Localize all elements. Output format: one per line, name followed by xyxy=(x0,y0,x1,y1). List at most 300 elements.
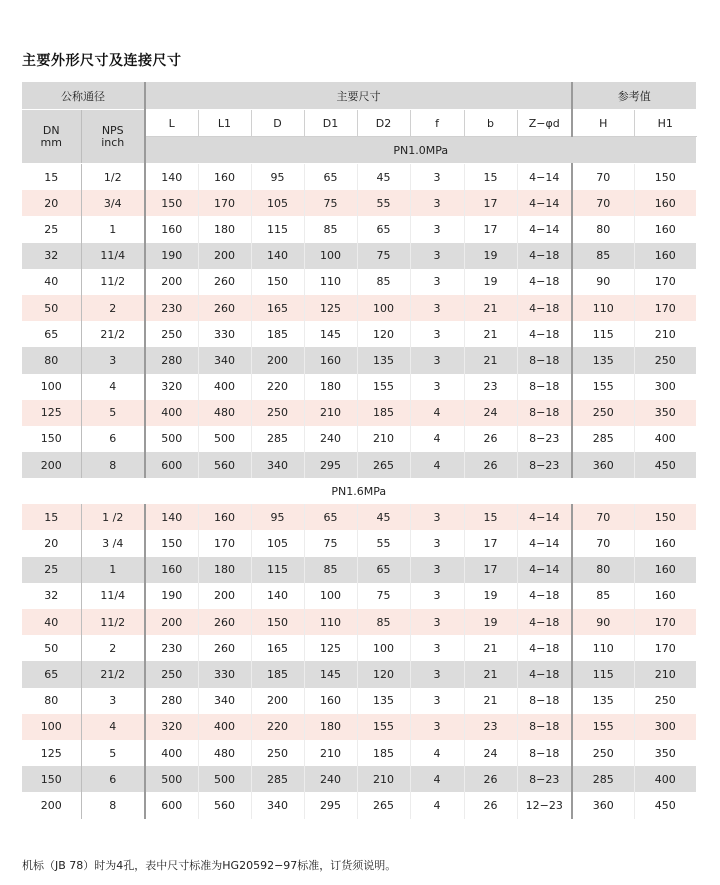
table-cell: 500 xyxy=(198,766,251,792)
table-cell: 110 xyxy=(304,609,357,635)
table-cell: 250 xyxy=(572,740,634,766)
table-row xyxy=(22,295,696,321)
table-cell: 600 xyxy=(145,452,198,478)
table-cell: 160 xyxy=(634,583,696,609)
table-cell: 3 xyxy=(410,635,464,661)
table-cell: 26 xyxy=(464,426,517,452)
table-cell: 20 xyxy=(22,530,81,556)
table-cell: 200 xyxy=(198,243,251,269)
header-col-d1: D1 xyxy=(304,110,357,137)
table-cell: 140 xyxy=(145,164,198,191)
table-cell: 75 xyxy=(357,243,410,269)
table-cell: 330 xyxy=(198,661,251,687)
table-cell: 400 xyxy=(145,400,198,426)
table-cell: 160 xyxy=(634,190,696,216)
table-cell: 21 xyxy=(464,347,517,373)
table-cell: 3 xyxy=(410,688,464,714)
table-cell: 3 xyxy=(410,374,464,400)
header-col-f: f xyxy=(410,110,464,137)
table-cell: 230 xyxy=(145,295,198,321)
table-cell: 160 xyxy=(304,347,357,373)
table-cell: 285 xyxy=(251,426,304,452)
table-cell: 4−14 xyxy=(517,504,572,530)
table-cell: 26 xyxy=(464,792,517,818)
table-cell: 170 xyxy=(198,530,251,556)
header-dn: DN mm xyxy=(22,110,81,164)
table-cell: 4−18 xyxy=(517,583,572,609)
table-cell: 4−18 xyxy=(517,295,572,321)
pressure-label-pn10: PN1.0MPa xyxy=(145,137,696,164)
table-cell: 210 xyxy=(634,661,696,687)
table-cell: 40 xyxy=(22,609,81,635)
table-cell: 285 xyxy=(251,766,304,792)
header-col-z-phi-d: Z−φd xyxy=(517,110,572,137)
table-cell: 115 xyxy=(572,321,634,347)
table-cell: 4 xyxy=(410,792,464,818)
table-cell: 200 xyxy=(22,792,81,818)
table-cell: 1 xyxy=(81,557,145,583)
table-cell: 26 xyxy=(464,766,517,792)
table-cell: 250 xyxy=(634,688,696,714)
table-cell: 45 xyxy=(357,164,410,191)
table-cell: 21 xyxy=(464,688,517,714)
table-cell: 450 xyxy=(634,452,696,478)
table-cell: 25 xyxy=(22,216,81,242)
table-cell: 80 xyxy=(572,216,634,242)
table-cell: 265 xyxy=(357,792,410,818)
table-cell: 65 xyxy=(357,216,410,242)
table-cell: 4−14 xyxy=(517,216,572,242)
table-cell: 15 xyxy=(22,504,81,530)
header-col-l1: L1 xyxy=(198,110,251,137)
header-col-d: D xyxy=(251,110,304,137)
table-cell: 340 xyxy=(251,792,304,818)
table-row xyxy=(22,766,696,792)
table-cell: 200 xyxy=(145,269,198,295)
table-cell: 8−18 xyxy=(517,374,572,400)
table-row xyxy=(22,374,696,400)
table-cell: 200 xyxy=(198,583,251,609)
table-cell: 70 xyxy=(572,504,634,530)
table-cell: 400 xyxy=(145,740,198,766)
table-cell: 600 xyxy=(145,792,198,818)
table-cell: 160 xyxy=(198,164,251,191)
table-cell: 75 xyxy=(357,583,410,609)
table-cell: 160 xyxy=(634,530,696,556)
table-cell: 2 xyxy=(81,295,145,321)
table-cell: 160 xyxy=(145,557,198,583)
table-cell: 3 xyxy=(410,714,464,740)
table-cell: 4 xyxy=(81,714,145,740)
table-cell: 400 xyxy=(198,714,251,740)
table-cell: 4−18 xyxy=(517,321,572,347)
table-cell: 8−18 xyxy=(517,400,572,426)
header-col-b: b xyxy=(464,110,517,137)
table-cell: 8 xyxy=(81,792,145,818)
table-cell: 120 xyxy=(357,661,410,687)
footnote: 机标（JB 78）时为4孔，表中尺寸标准为HG20592−97标准，订货须说明。 xyxy=(22,859,397,872)
table-cell: 165 xyxy=(251,295,304,321)
table-cell: 125 xyxy=(22,400,81,426)
header-main-dimensions: 主要尺寸 xyxy=(145,82,572,110)
table-row xyxy=(22,583,696,609)
table-cell: 17 xyxy=(464,190,517,216)
table-cell: 3 xyxy=(410,190,464,216)
table-cell: 560 xyxy=(198,452,251,478)
table-cell: 160 xyxy=(634,243,696,269)
table-cell: 26 xyxy=(464,452,517,478)
table-cell: 4−18 xyxy=(517,243,572,269)
table-cell: 85 xyxy=(304,557,357,583)
table-cell: 95 xyxy=(251,504,304,530)
table-cell: 23 xyxy=(464,374,517,400)
table-cell: 155 xyxy=(572,374,634,400)
table-cell: 280 xyxy=(145,347,198,373)
table-cell: 6 xyxy=(81,426,145,452)
table-cell: 320 xyxy=(145,374,198,400)
table-cell: 210 xyxy=(304,400,357,426)
table-cell: 480 xyxy=(198,740,251,766)
table-cell: 3 xyxy=(410,295,464,321)
table-cell: 3 xyxy=(410,347,464,373)
table-cell: 250 xyxy=(572,400,634,426)
table-cell: 8−18 xyxy=(517,688,572,714)
table-row xyxy=(22,164,696,191)
table-cell: 340 xyxy=(198,688,251,714)
table-row xyxy=(22,269,696,295)
table-cell: 260 xyxy=(198,635,251,661)
table-cell: 3/4 xyxy=(81,190,145,216)
table-cell: 350 xyxy=(634,400,696,426)
table-cell: 150 xyxy=(634,164,696,191)
table-cell: 265 xyxy=(357,452,410,478)
table-cell: 135 xyxy=(357,688,410,714)
table-cell: 65 xyxy=(357,557,410,583)
table-cell: 3 xyxy=(410,321,464,347)
header-nominal-diameter: 公称通径 xyxy=(22,82,145,110)
table-cell: 17 xyxy=(464,530,517,556)
table-cell: 260 xyxy=(198,295,251,321)
table-cell: 3 /4 xyxy=(81,530,145,556)
table-cell: 15 xyxy=(22,164,81,191)
table-cell: 190 xyxy=(145,243,198,269)
header-col-h1: H1 xyxy=(634,110,696,137)
table-cell: 1/2 xyxy=(81,164,145,191)
header-reference-values: 参考值 xyxy=(572,82,696,110)
table-cell: 185 xyxy=(251,661,304,687)
table-cell: 4−18 xyxy=(517,635,572,661)
table-cell: 400 xyxy=(198,374,251,400)
table-cell: 2 xyxy=(81,635,145,661)
table-cell: 500 xyxy=(198,426,251,452)
table-cell: 80 xyxy=(22,688,81,714)
table-cell: 230 xyxy=(145,635,198,661)
table-cell: 3 xyxy=(410,557,464,583)
table-row xyxy=(22,452,696,478)
table-cell: 5 xyxy=(81,740,145,766)
table-row xyxy=(22,661,696,687)
table-cell: 3 xyxy=(410,164,464,191)
table-cell: 32 xyxy=(22,243,81,269)
table-cell: 85 xyxy=(572,583,634,609)
table-cell: 3 xyxy=(81,347,145,373)
table-cell: 100 xyxy=(304,243,357,269)
table-cell: 180 xyxy=(304,714,357,740)
table-cell: 140 xyxy=(251,243,304,269)
table-cell: 1 /2 xyxy=(81,504,145,530)
table-cell: 285 xyxy=(572,766,634,792)
table-cell: 45 xyxy=(357,504,410,530)
table-cell: 8−18 xyxy=(517,714,572,740)
table-cell: 150 xyxy=(634,504,696,530)
table-cell: 65 xyxy=(22,661,81,687)
table-cell: 80 xyxy=(572,557,634,583)
table-cell: 115 xyxy=(251,216,304,242)
table-cell: 560 xyxy=(198,792,251,818)
table-cell: 100 xyxy=(22,714,81,740)
table-cell: 150 xyxy=(22,426,81,452)
table-cell: 3 xyxy=(410,583,464,609)
table-cell: 170 xyxy=(634,269,696,295)
table-cell: 19 xyxy=(464,243,517,269)
table-cell: 160 xyxy=(198,504,251,530)
table-cell: 40 xyxy=(22,269,81,295)
table-cell: 65 xyxy=(304,164,357,191)
table-cell: 90 xyxy=(572,269,634,295)
table-cell: 8−18 xyxy=(517,740,572,766)
table-cell: 150 xyxy=(22,766,81,792)
section-pn16 xyxy=(22,504,696,818)
table-cell: 75 xyxy=(304,530,357,556)
table-cell: 55 xyxy=(357,530,410,556)
table-cell: 250 xyxy=(145,661,198,687)
table-cell: 100 xyxy=(357,635,410,661)
table-cell: 95 xyxy=(251,164,304,191)
table-cell: 200 xyxy=(145,609,198,635)
table-cell: 100 xyxy=(22,374,81,400)
table-cell: 250 xyxy=(634,347,696,373)
table-cell: 8−23 xyxy=(517,452,572,478)
table-cell: 105 xyxy=(251,530,304,556)
table-cell: 1 xyxy=(81,216,145,242)
table-cell: 500 xyxy=(145,766,198,792)
table-cell: 8 xyxy=(81,452,145,478)
table-cell: 160 xyxy=(634,557,696,583)
table-cell: 15 xyxy=(464,504,517,530)
table-cell: 210 xyxy=(634,321,696,347)
table-cell: 65 xyxy=(22,321,81,347)
table-cell: 4−18 xyxy=(517,661,572,687)
table-cell: 21 xyxy=(464,661,517,687)
table-cell: 300 xyxy=(634,714,696,740)
section-pn10 xyxy=(22,164,696,479)
table-cell: 115 xyxy=(251,557,304,583)
table-cell: 210 xyxy=(357,426,410,452)
table-cell: 480 xyxy=(198,400,251,426)
table-cell: 17 xyxy=(464,216,517,242)
table-cell: 11/4 xyxy=(81,583,145,609)
table-cell: 135 xyxy=(357,347,410,373)
table-cell: 11/4 xyxy=(81,243,145,269)
table-cell: 125 xyxy=(22,740,81,766)
table-cell: 110 xyxy=(572,635,634,661)
table-cell: 80 xyxy=(22,347,81,373)
table-row xyxy=(22,530,696,556)
table-cell: 8−23 xyxy=(517,766,572,792)
table-cell: 185 xyxy=(357,740,410,766)
table-cell: 85 xyxy=(357,609,410,635)
table-cell: 3 xyxy=(410,243,464,269)
table-cell: 19 xyxy=(464,269,517,295)
table-cell: 50 xyxy=(22,635,81,661)
table-cell: 21 xyxy=(464,635,517,661)
table-cell: 4−14 xyxy=(517,164,572,191)
table-cell: 190 xyxy=(145,583,198,609)
table-cell: 20 xyxy=(22,190,81,216)
table-row xyxy=(22,426,696,452)
table-cell: 260 xyxy=(198,609,251,635)
table-cell: 85 xyxy=(572,243,634,269)
table-cell: 170 xyxy=(198,190,251,216)
table-cell: 145 xyxy=(304,661,357,687)
table-cell: 6 xyxy=(81,766,145,792)
table-cell: 55 xyxy=(357,190,410,216)
table-cell: 15 xyxy=(464,164,517,191)
table-row xyxy=(22,714,696,740)
table-cell: 160 xyxy=(304,688,357,714)
table-cell: 23 xyxy=(464,714,517,740)
table-cell: 125 xyxy=(304,635,357,661)
table-cell: 24 xyxy=(464,740,517,766)
table-cell: 4−14 xyxy=(517,190,572,216)
table-row xyxy=(22,400,696,426)
table-cell: 3 xyxy=(410,530,464,556)
table-cell: 200 xyxy=(22,452,81,478)
table-cell: 19 xyxy=(464,583,517,609)
table-row xyxy=(22,190,696,216)
table-cell: 24 xyxy=(464,400,517,426)
table-cell: 320 xyxy=(145,714,198,740)
table-cell: 185 xyxy=(251,321,304,347)
table-cell: 250 xyxy=(251,740,304,766)
table-cell: 4−14 xyxy=(517,530,572,556)
table-cell: 70 xyxy=(572,190,634,216)
table-cell: 400 xyxy=(634,426,696,452)
table-row xyxy=(22,688,696,714)
dimensions-table xyxy=(22,82,697,819)
table-cell: 330 xyxy=(198,321,251,347)
table-cell: 25 xyxy=(22,557,81,583)
table-cell: 12−23 xyxy=(517,792,572,818)
table-cell: 220 xyxy=(251,374,304,400)
table-cell: 155 xyxy=(572,714,634,740)
table-cell: 8−23 xyxy=(517,426,572,452)
table-cell: 155 xyxy=(357,374,410,400)
table-cell: 180 xyxy=(198,216,251,242)
table-cell: 4−18 xyxy=(517,269,572,295)
table-cell: 340 xyxy=(251,452,304,478)
table-cell: 170 xyxy=(634,635,696,661)
table-cell: 200 xyxy=(251,688,304,714)
table-cell: 180 xyxy=(304,374,357,400)
table-cell: 100 xyxy=(304,583,357,609)
table-cell: 160 xyxy=(145,216,198,242)
table-cell: 8−18 xyxy=(517,347,572,373)
table-cell: 240 xyxy=(304,766,357,792)
table-cell: 165 xyxy=(251,635,304,661)
table-row xyxy=(22,740,696,766)
table-cell: 120 xyxy=(357,321,410,347)
table-cell: 350 xyxy=(634,740,696,766)
table-cell: 210 xyxy=(357,766,410,792)
table-cell: 110 xyxy=(304,269,357,295)
table-cell: 150 xyxy=(145,530,198,556)
table-cell: 250 xyxy=(145,321,198,347)
table-cell: 500 xyxy=(145,426,198,452)
table-cell: 125 xyxy=(304,295,357,321)
table-cell: 21 xyxy=(464,295,517,321)
table-cell: 4 xyxy=(410,400,464,426)
table-cell: 295 xyxy=(304,452,357,478)
table-row xyxy=(22,243,696,269)
pressure-label-pn16: PN1.6MPa xyxy=(22,478,696,504)
table-cell: 90 xyxy=(572,609,634,635)
table-cell: 150 xyxy=(251,609,304,635)
table-cell: 140 xyxy=(251,583,304,609)
table-cell: 170 xyxy=(634,609,696,635)
table-cell: 295 xyxy=(304,792,357,818)
table-cell: 70 xyxy=(572,164,634,191)
table-row xyxy=(22,635,696,661)
page-title: 主要外形尺寸及连接尺寸 xyxy=(22,53,182,69)
table-cell: 3 xyxy=(81,688,145,714)
table-cell: 180 xyxy=(198,557,251,583)
table-row xyxy=(22,216,696,242)
table-cell: 155 xyxy=(357,714,410,740)
table-cell: 145 xyxy=(304,321,357,347)
table-cell: 3 xyxy=(410,661,464,687)
table-cell: 85 xyxy=(304,216,357,242)
table-cell: 135 xyxy=(572,688,634,714)
table-cell: 4 xyxy=(410,740,464,766)
header-col-l: L xyxy=(145,110,198,137)
table-cell: 200 xyxy=(251,347,304,373)
table-row xyxy=(22,321,696,347)
table-cell: 360 xyxy=(572,792,634,818)
table-cell: 5 xyxy=(81,400,145,426)
table-cell: 3 xyxy=(410,216,464,242)
table-cell: 170 xyxy=(634,295,696,321)
table-cell: 110 xyxy=(572,295,634,321)
table-row xyxy=(22,347,696,373)
table-cell: 360 xyxy=(572,452,634,478)
table-cell: 4 xyxy=(410,452,464,478)
table-cell: 150 xyxy=(145,190,198,216)
table-cell: 300 xyxy=(634,374,696,400)
table-cell: 70 xyxy=(572,530,634,556)
table-cell: 3 xyxy=(410,504,464,530)
table-cell: 160 xyxy=(634,216,696,242)
table-cell: 115 xyxy=(572,661,634,687)
table-cell: 285 xyxy=(572,426,634,452)
table-cell: 185 xyxy=(357,400,410,426)
table-cell: 240 xyxy=(304,426,357,452)
table-cell: 3 xyxy=(410,609,464,635)
table-cell: 4 xyxy=(410,426,464,452)
table-cell: 4 xyxy=(410,766,464,792)
table-cell: 50 xyxy=(22,295,81,321)
table-row xyxy=(22,557,696,583)
